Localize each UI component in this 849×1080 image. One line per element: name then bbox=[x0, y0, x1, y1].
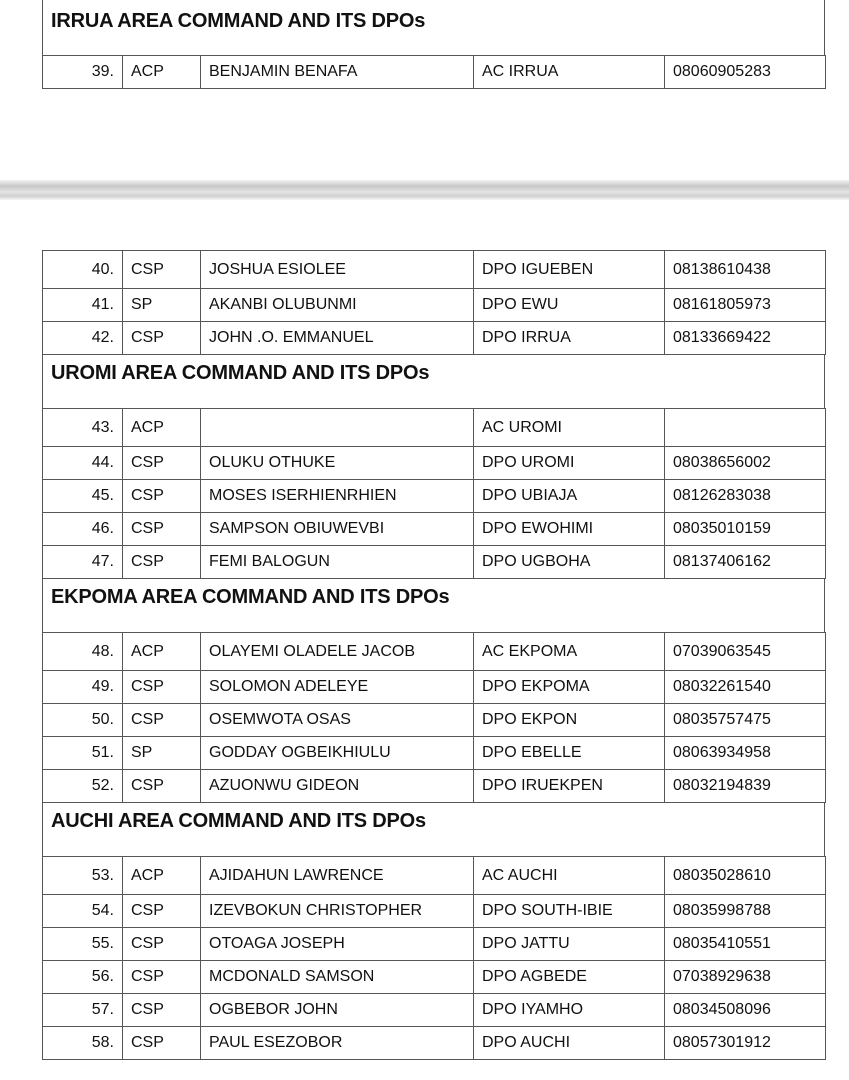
continued-table bbox=[42, 250, 826, 355]
cell-serial-number: 54. bbox=[43, 895, 123, 928]
area-command-section bbox=[42, 579, 825, 803]
cell-serial-number: 45. bbox=[43, 480, 123, 513]
cell-serial-number: 42. bbox=[43, 322, 123, 355]
cell-officer-name: JOSHUA ESIOLEE bbox=[201, 251, 474, 289]
cell-serial-number: 55. bbox=[43, 928, 123, 961]
cell-posting: DPO IGUEBEN bbox=[474, 251, 665, 289]
cell-officer-name: GODDAY OGBEIKHIULU bbox=[201, 737, 474, 770]
cell-officer-name: OTOAGA JOSEPH bbox=[201, 928, 474, 961]
cell-serial-number: 49. bbox=[43, 671, 123, 704]
table-row bbox=[43, 546, 826, 579]
section-spacer bbox=[42, 838, 825, 856]
page-break-divider bbox=[0, 180, 849, 200]
table-row bbox=[43, 447, 826, 480]
cell-rank: ACP bbox=[123, 409, 201, 447]
cell-posting: AC UROMI bbox=[474, 409, 665, 447]
cell-officer-name: MCDONALD SAMSON bbox=[201, 961, 474, 994]
cell-serial-number: 58. bbox=[43, 1027, 123, 1060]
table-row bbox=[43, 704, 826, 737]
table-row bbox=[43, 56, 826, 89]
table-row bbox=[43, 994, 826, 1027]
cell-posting: AC IRRUA bbox=[474, 56, 665, 89]
cell-posting: DPO IRRUA bbox=[474, 322, 665, 355]
cell-serial-number: 52. bbox=[43, 770, 123, 803]
continued-block bbox=[42, 250, 825, 1060]
cell-rank: SP bbox=[123, 289, 201, 322]
cell-officer-name: MOSES ISERHIENRHIEN bbox=[201, 480, 474, 513]
cell-posting: AC EKPOMA bbox=[474, 633, 665, 671]
cell-serial-number: 47. bbox=[43, 546, 123, 579]
cell-posting: DPO IYAMHO bbox=[474, 994, 665, 1027]
cell-rank: CSP bbox=[123, 895, 201, 928]
cell-rank: CSP bbox=[123, 671, 201, 704]
cell-posting: DPO AUCHI bbox=[474, 1027, 665, 1060]
cell-officer-name: AJIDAHUN LAWRENCE bbox=[201, 857, 474, 895]
cell-serial-number: 57. bbox=[43, 994, 123, 1027]
cell-rank: CSP bbox=[123, 928, 201, 961]
cell-posting: DPO UGBOHA bbox=[474, 546, 665, 579]
area-command-section bbox=[42, 355, 825, 579]
cell-officer-name: FEMI BALOGUN bbox=[201, 546, 474, 579]
section-heading: EKPOMA AREA COMMAND AND ITS DPOs bbox=[42, 579, 825, 614]
irrua-area-block bbox=[42, 0, 825, 89]
table-row bbox=[43, 961, 826, 994]
table-row bbox=[43, 480, 826, 513]
cell-serial-number: 41. bbox=[43, 289, 123, 322]
section-table bbox=[42, 408, 826, 579]
cell-posting: DPO EKPOMA bbox=[474, 671, 665, 704]
cell-phone-number: 08137406162 bbox=[665, 546, 826, 579]
cell-rank: CSP bbox=[123, 961, 201, 994]
cell-phone-number: 08035757475 bbox=[665, 704, 826, 737]
cell-rank: ACP bbox=[123, 857, 201, 895]
section-heading-irrua: IRRUA AREA COMMAND AND ITS DPOs bbox=[42, 0, 825, 55]
cell-phone-number: 08038656002 bbox=[665, 447, 826, 480]
cell-officer-name bbox=[201, 409, 474, 447]
cell-posting: DPO UROMI bbox=[474, 447, 665, 480]
cell-phone-number: 08035028610 bbox=[665, 857, 826, 895]
section-spacer bbox=[42, 390, 825, 408]
cell-phone-number: 08057301912 bbox=[665, 1027, 826, 1060]
cell-phone-number: 08138610438 bbox=[665, 251, 826, 289]
cell-serial-number: 51. bbox=[43, 737, 123, 770]
table-row bbox=[43, 633, 826, 671]
cell-serial-number: 48. bbox=[43, 633, 123, 671]
cell-phone-number: 08035410551 bbox=[665, 928, 826, 961]
cell-officer-name: SAMPSON OBIUWEVBI bbox=[201, 513, 474, 546]
cell-posting: DPO EWOHIMI bbox=[474, 513, 665, 546]
cell-phone-number: 08035998788 bbox=[665, 895, 826, 928]
cell-phone-number: 08126283038 bbox=[665, 480, 826, 513]
section-table bbox=[42, 856, 826, 1060]
cell-rank: SP bbox=[123, 737, 201, 770]
table-row bbox=[43, 895, 826, 928]
cell-phone-number: 07038929638 bbox=[665, 961, 826, 994]
cell-rank: CSP bbox=[123, 704, 201, 737]
cell-rank: CSP bbox=[123, 251, 201, 289]
table-row bbox=[43, 928, 826, 961]
cell-posting: DPO IRUEKPEN bbox=[474, 770, 665, 803]
cell-officer-name: OLAYEMI OLADELE JACOB bbox=[201, 633, 474, 671]
section-spacer bbox=[42, 614, 825, 632]
cell-officer-name: AKANBI OLUBUNMI bbox=[201, 289, 474, 322]
cell-rank: CSP bbox=[123, 1027, 201, 1060]
cell-phone-number bbox=[665, 409, 826, 447]
table-row bbox=[43, 322, 826, 355]
cell-officer-name: IZEVBOKUN CHRISTOPHER bbox=[201, 895, 474, 928]
cell-posting: DPO UBIAJA bbox=[474, 480, 665, 513]
cell-phone-number: 08032261540 bbox=[665, 671, 826, 704]
cell-serial-number: 56. bbox=[43, 961, 123, 994]
cell-posting: DPO EBELLE bbox=[474, 737, 665, 770]
area-command-section bbox=[42, 803, 825, 1060]
cell-officer-name: OLUKU OTHUKE bbox=[201, 447, 474, 480]
cell-posting: DPO JATTU bbox=[474, 928, 665, 961]
cell-phone-number: 08032194839 bbox=[665, 770, 826, 803]
cell-posting: DPO AGBEDE bbox=[474, 961, 665, 994]
table-row bbox=[43, 737, 826, 770]
cell-rank: ACP bbox=[123, 633, 201, 671]
cell-phone-number: 08034508096 bbox=[665, 994, 826, 1027]
cell-officer-name: PAUL ESEZOBOR bbox=[201, 1027, 474, 1060]
cell-serial-number: 53. bbox=[43, 857, 123, 895]
table-row bbox=[43, 251, 826, 289]
cell-rank: CSP bbox=[123, 994, 201, 1027]
cell-posting: DPO SOUTH-IBIE bbox=[474, 895, 665, 928]
section-heading: AUCHI AREA COMMAND AND ITS DPOs bbox=[42, 803, 825, 838]
cell-officer-name: BENJAMIN BENAFA bbox=[201, 56, 474, 89]
cell-rank: CSP bbox=[123, 447, 201, 480]
table-row bbox=[43, 289, 826, 322]
table-row bbox=[43, 671, 826, 704]
table-row bbox=[43, 770, 826, 803]
cell-serial-number: 44. bbox=[43, 447, 123, 480]
cell-posting: DPO EWU bbox=[474, 289, 665, 322]
irrua-table bbox=[42, 55, 826, 89]
cell-serial-number: 43. bbox=[43, 409, 123, 447]
cell-phone-number: 08161805973 bbox=[665, 289, 826, 322]
cell-posting: AC AUCHI bbox=[474, 857, 665, 895]
cell-rank: ACP bbox=[123, 56, 201, 89]
section-heading: UROMI AREA COMMAND AND ITS DPOs bbox=[42, 355, 825, 390]
cell-posting: DPO EKPON bbox=[474, 704, 665, 737]
cell-serial-number: 40. bbox=[43, 251, 123, 289]
table-row bbox=[43, 409, 826, 447]
cell-serial-number: 46. bbox=[43, 513, 123, 546]
table-row bbox=[43, 1027, 826, 1060]
cell-rank: CSP bbox=[123, 480, 201, 513]
table-row bbox=[43, 857, 826, 895]
cell-rank: CSP bbox=[123, 770, 201, 803]
cell-officer-name: AZUONWU GIDEON bbox=[201, 770, 474, 803]
cell-phone-number: 08060905283 bbox=[665, 56, 826, 89]
cell-serial-number: 50. bbox=[43, 704, 123, 737]
section-table bbox=[42, 632, 826, 803]
cell-phone-number: 08133669422 bbox=[665, 322, 826, 355]
cell-phone-number: 08063934958 bbox=[665, 737, 826, 770]
cell-rank: CSP bbox=[123, 322, 201, 355]
cell-phone-number: 08035010159 bbox=[665, 513, 826, 546]
cell-officer-name: OSEMWOTA OSAS bbox=[201, 704, 474, 737]
cell-phone-number: 07039063545 bbox=[665, 633, 826, 671]
cell-officer-name: OGBEBOR JOHN bbox=[201, 994, 474, 1027]
cell-serial-number: 39. bbox=[43, 56, 123, 89]
cell-rank: CSP bbox=[123, 513, 201, 546]
cell-rank: CSP bbox=[123, 546, 201, 579]
cell-officer-name: JOHN .O. EMMANUEL bbox=[201, 322, 474, 355]
table-row bbox=[43, 513, 826, 546]
cell-officer-name: SOLOMON ADELEYE bbox=[201, 671, 474, 704]
